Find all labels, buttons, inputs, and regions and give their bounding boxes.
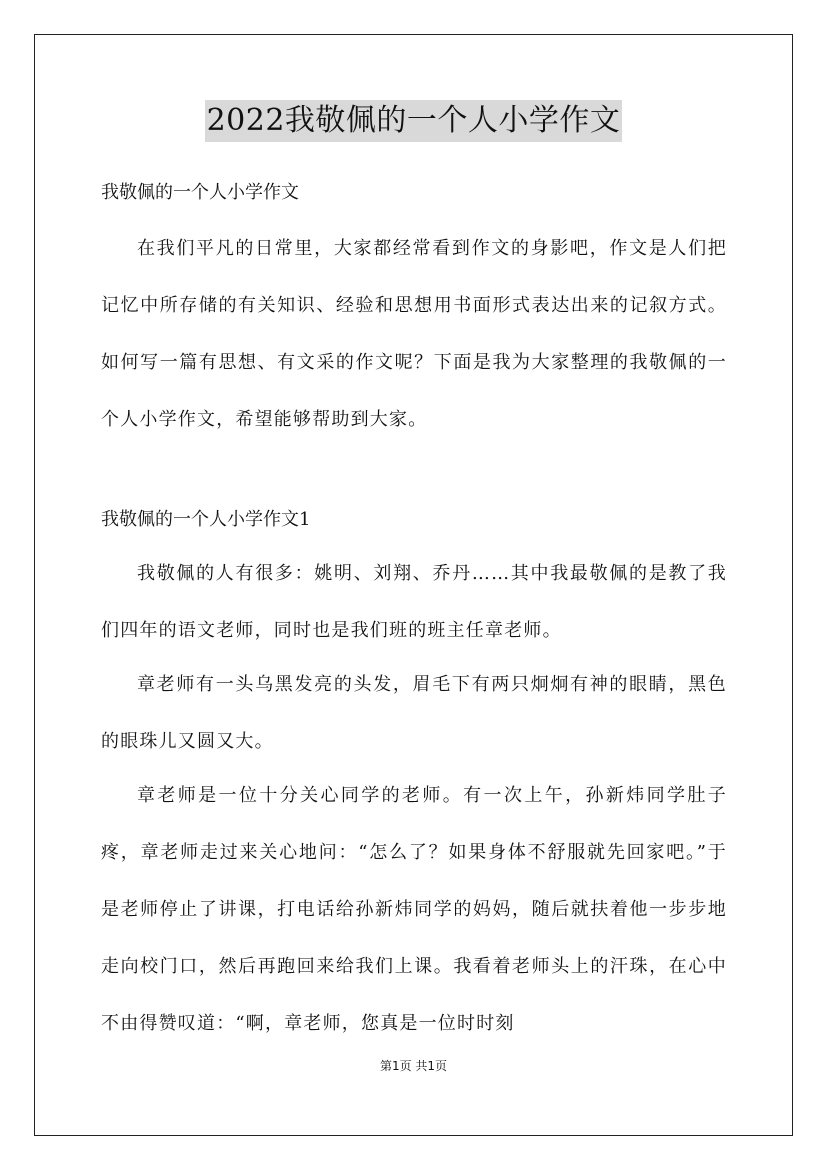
body-paragraph-1: 我敬佩的人有很多：姚明、刘翔、乔丹……其中我最敬佩的是教了我们四年的语文老师，同时也是我们班的班主任章老师。	[101, 563, 727, 641]
body-paragraph-2: 章老师有一头乌黑发亮的头发，眉毛下有两只炯炯有神的眼睛，黑色的眼珠儿又圆又大。	[101, 674, 727, 752]
section-heading: 我敬佩的一个人小学作文1	[101, 509, 311, 530]
page-footer: 第1页 共1页	[379, 1059, 448, 1073]
intro-paragraph: 在我们平凡的日常里，大家都经常看到作文的身影吧，作文是人们把记忆中所存储的有关知识、经验和思想用书面形式表达出来的记叙方式。如何写一篇有思想、有文采的作文呢？下面是我为大家整理的我敬佩的一个人小学作文，希望能够帮助到大家。	[101, 238, 727, 430]
document-title: 2022我敬佩的一个人小学作文	[205, 100, 623, 142]
body-paragraph-3: 章老师是一位十分关心同学的老师。有一次上午，孙新炜同学肚子疼，章老师走过来关心地问：“怎么了？如果身体不舒服就先回家吧。”于是老师停止了讲课，打电话给孙新炜同学的妈妈，随后就扶着他一步步地走向校门口，然后再跑回来给我们上课。我看着老师头上的汗珠，在心中不由得赞叹道：“啊，章老师，您真是一位时时刻	[101, 785, 727, 1034]
title-container	[0, 100, 827, 142]
document-subtitle: 我敬佩的一个人小学作文	[101, 182, 299, 203]
